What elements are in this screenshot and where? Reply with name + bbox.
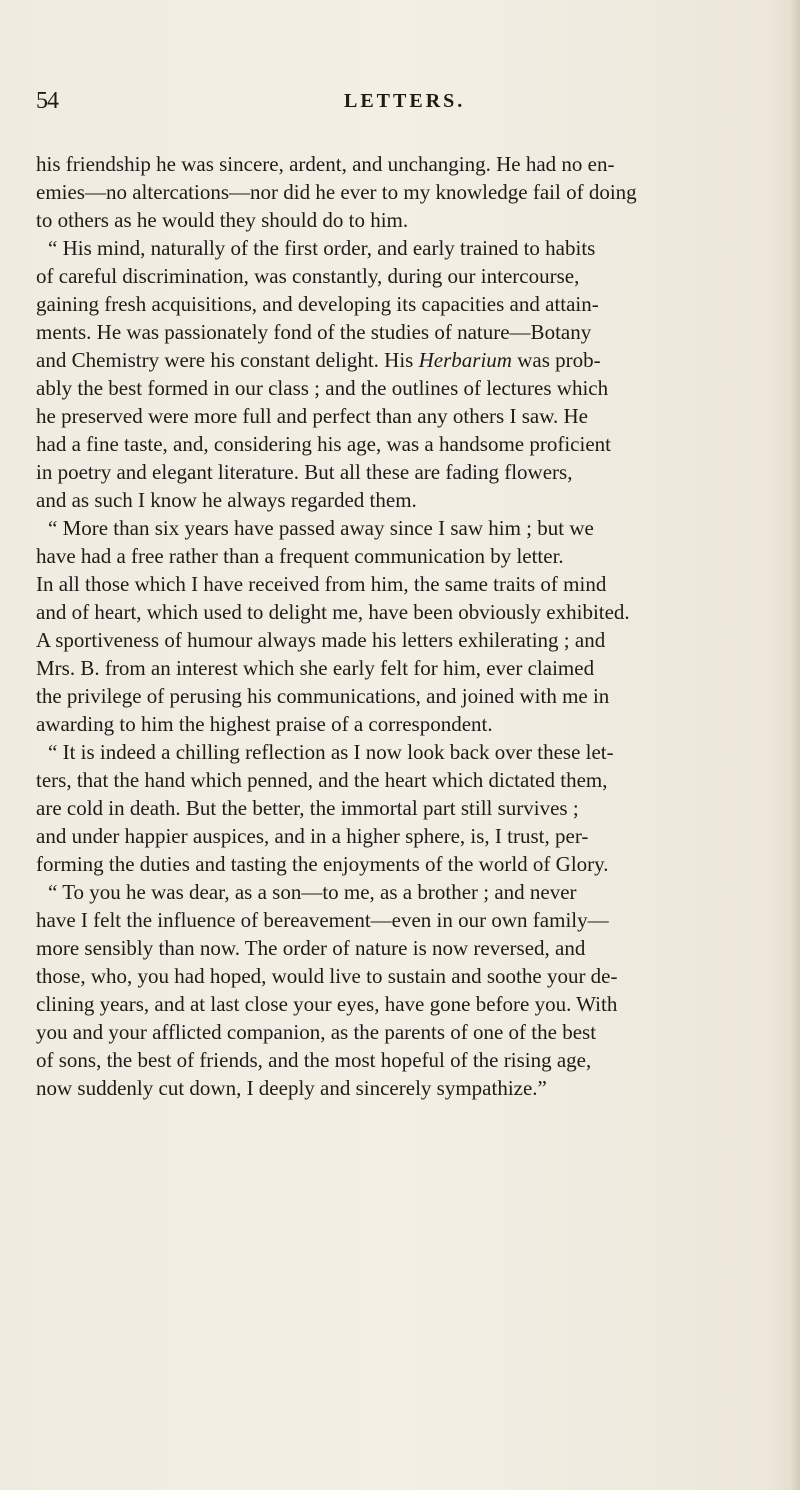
text-line: Mrs. B. from an interest which she early felt for him, ever claimed (36, 656, 595, 680)
text-line: A sportiveness of humour always made his letters exhilerating ; and (36, 628, 606, 652)
text-line: of careful discrimination, was constantly, during our intercourse, (36, 264, 580, 288)
text-line: the privilege of perusing his communications, and joined with me in (36, 684, 610, 708)
text-line: he preserved were more full and perfect than any others I saw. He (36, 404, 588, 428)
text-line: ably the best formed in our class ; and the outlines of lectures which (36, 376, 609, 400)
text-line: and Chemistry were his constant delight. His Herbarium was prob- (36, 348, 601, 372)
text-line: and under happier auspices, and in a higher sphere, is, I trust, per- (36, 824, 589, 848)
text-line: and as such I know he always regarded them. (36, 488, 417, 512)
text-line: are cold in death. But the better, the immortal part still survives ; (36, 796, 579, 820)
text-line: ters, that the hand which penned, and the heart which dictated them, (36, 768, 608, 792)
text-line: of sons, the best of friends, and the most hopeful of the rising age, (36, 1048, 592, 1072)
text-line: have had a free rather than a frequent communication by letter. (36, 544, 564, 568)
text-line: his friendship he was sincere, ardent, and unchanging. He had no en- (36, 152, 615, 176)
text-line: more sensibly than now. The order of nature is now reversed, and (36, 936, 586, 960)
text-line: you and your afflicted companion, as the parents of one of the best (36, 1020, 597, 1044)
paragraph-start-line: “ His mind, naturally of the first order, and early trained to habits (48, 236, 596, 260)
running-head: LETTERS. (344, 90, 466, 112)
text-line: to others as he would they should do to him. (36, 208, 409, 232)
page-number: 54 (36, 88, 58, 114)
page-header (36, 88, 776, 118)
text-line: in poetry and elegant literature. But all these are fading flowers, (36, 460, 573, 484)
text-line: gaining fresh acquisitions, and developing its capacities and attain- (36, 292, 599, 316)
text-line: emies—no altercations—nor did he ever to my knowledge fail of doing (36, 180, 637, 204)
text-line: and of heart, which used to delight me, have been obviously exhibited. (36, 600, 630, 624)
paragraph-start-line: “ It is indeed a chilling reflection as I now look back over these let- (48, 740, 614, 764)
paragraph-start-line: “ More than six years have passed away since I saw him ; but we (48, 516, 594, 540)
text-line: awarding to him the highest praise of a correspondent. (36, 712, 493, 736)
text-line: those, who, you had hoped, would live to sustain and soothe your de- (36, 964, 618, 988)
herbarium-italic: Herbarium (418, 348, 512, 372)
text-line: clining years, and at last close your eyes, have gone before you. With (36, 992, 618, 1016)
text-line: ments. He was passionately fond of the studies of nature—Botany (36, 320, 592, 344)
text-line: had a fine taste, and, considering his age, was a handsome proficient (36, 432, 611, 456)
text-line: have I felt the influence of bereavement—even in our own family— (36, 908, 609, 932)
page-edge-shadow (790, 0, 800, 1490)
paragraph-start-line: “ To you he was dear, as a son—to me, as a brother ; and never (48, 880, 577, 904)
text-line: forming the duties and tasting the enjoyments of the world of Glory. (36, 852, 609, 876)
letter-text (36, 150, 788, 1102)
text-line: now suddenly cut down, I deeply and sincerely sympathize.” (36, 1076, 547, 1100)
text-line: In all those which I have received from him, the same traits of mind (36, 572, 607, 596)
